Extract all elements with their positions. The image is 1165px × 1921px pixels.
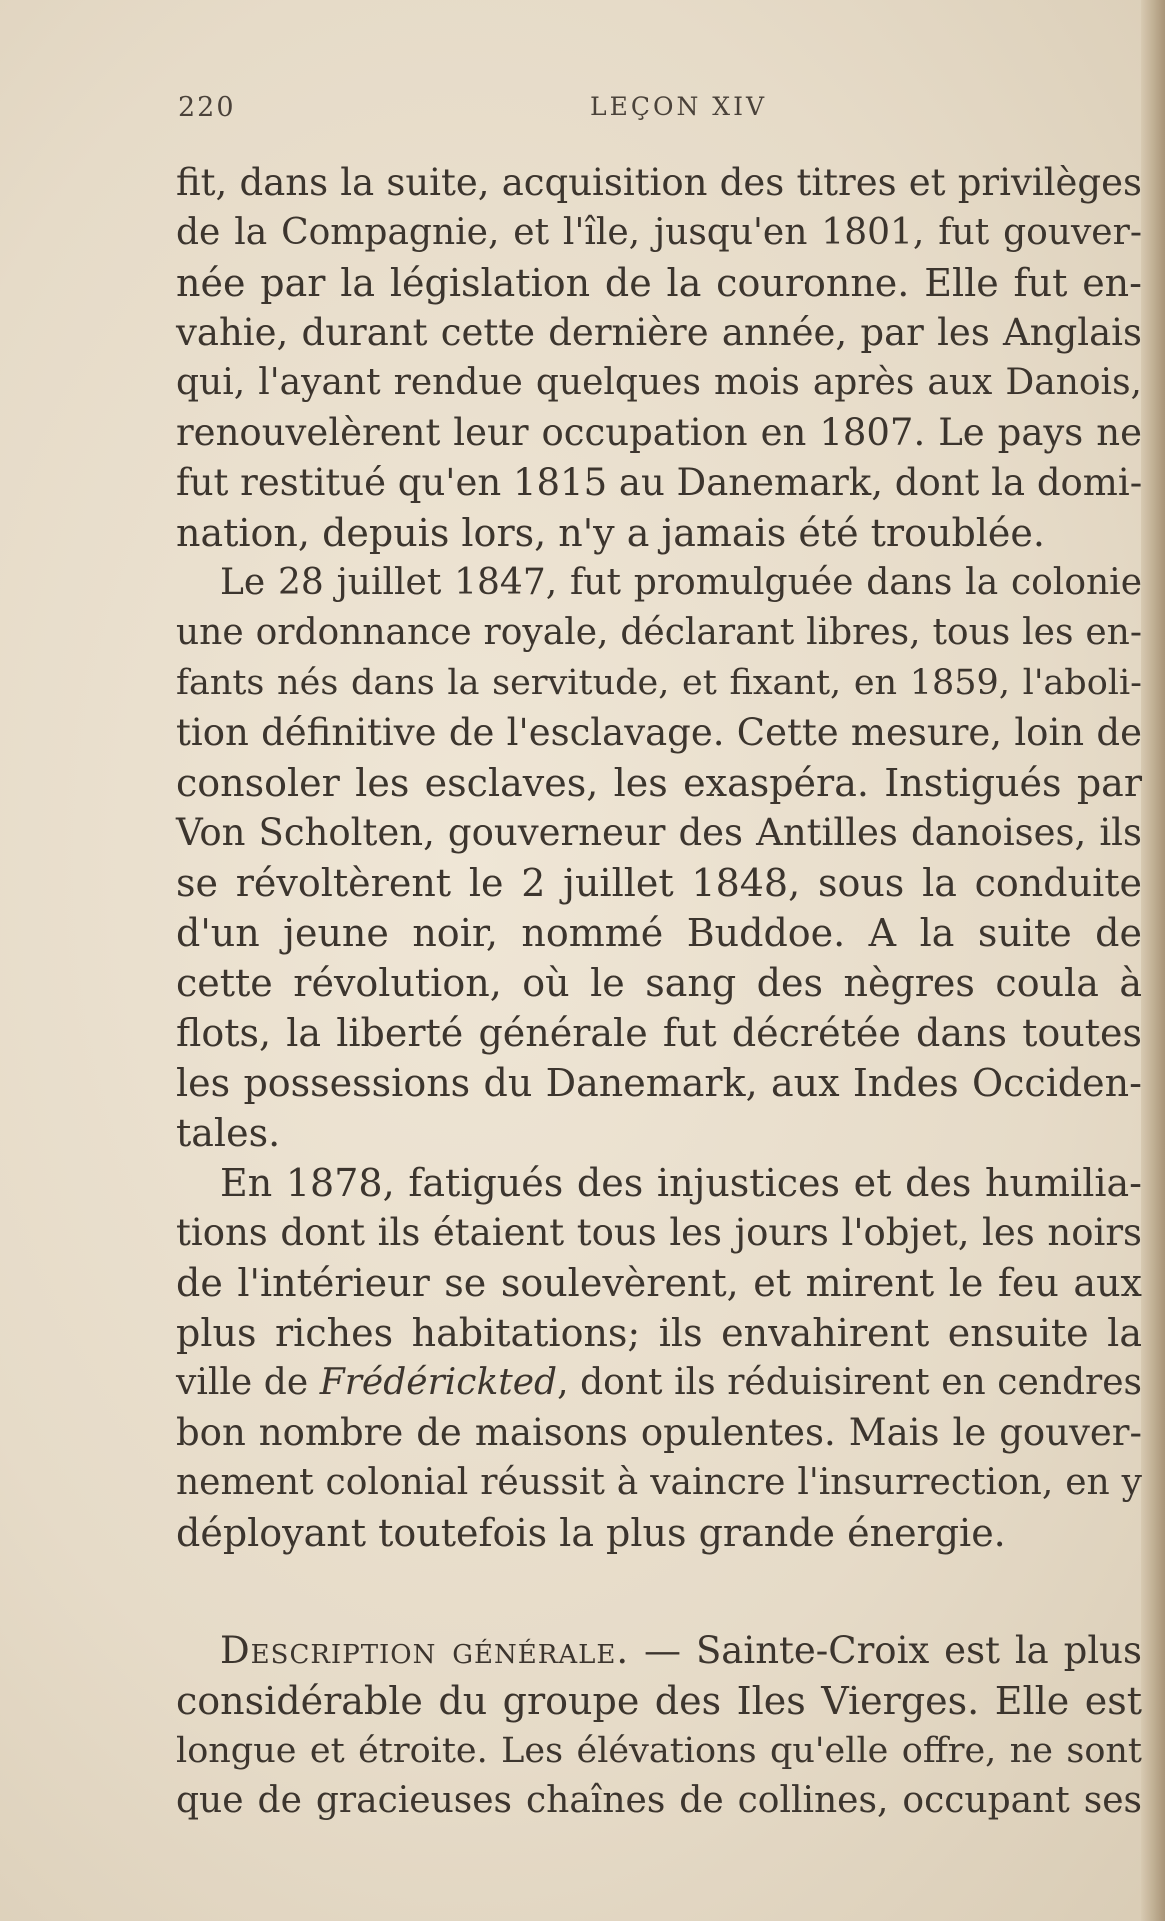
section-gap xyxy=(176,1558,1142,1626)
body-text xyxy=(176,158,1142,1826)
text-line: de la Compagnie, et l'île, jusqu'en 1801, fut gouver- xyxy=(176,212,1142,253)
text-line xyxy=(176,1626,1142,1676)
running-title: LEÇON XIV xyxy=(590,92,768,121)
text-line: cette révolution, où le sang des nègres coula à xyxy=(176,961,1142,1005)
text-run: , dont ils réduisirent en cendres xyxy=(557,1362,1142,1403)
text-line: flots, la liberté générale fut décrétée dans toutes xyxy=(176,1011,1142,1055)
page-edge xyxy=(1141,0,1165,1921)
text-line: renouvelèrent leur occupation en 1807. Le pays ne xyxy=(176,411,1142,454)
text-line: vahie, durant cette dernière année, par les Anglais xyxy=(176,311,1142,354)
text-line: fants nés dans la servitude, et fixant, en 1859, l'aboli- xyxy=(176,663,1142,703)
text-line: consoler les esclaves, les exaspéra. Instigués par xyxy=(176,761,1142,805)
text-line: nement colonial réussit à vaincre l'insurrection, en y xyxy=(176,1462,1142,1503)
text-line: tion définitive de l'esclavage. Cette mesure, loin de xyxy=(176,711,1142,754)
text-line: une ordonnance royale, déclarant libres, tous les en- xyxy=(176,612,1142,653)
page-number: 220 xyxy=(178,92,236,123)
text-line: de l'intérieur se soulevèrent, et mirent le feu aux xyxy=(176,1261,1142,1305)
text-line: qui, l'ayant rendue quelques mois après aux Danois, xyxy=(176,362,1142,403)
text-line: se révoltèrent le 2 juillet 1848, sous la conduite xyxy=(176,861,1142,905)
text-line xyxy=(176,1358,1142,1408)
text-run: ville de xyxy=(176,1362,320,1403)
text-line: fut restitué qu'en 1815 au Danemark, dont la domi- xyxy=(176,461,1143,504)
text-line: tales. xyxy=(176,1111,281,1155)
text-line: née par la législation de la couronne. Elle fut en- xyxy=(176,261,1142,305)
text-line: longue et étroite. Les élévations qu'elle offre, ne sont xyxy=(176,1731,1142,1771)
text-line: déployant toutefois la plus grande énergie. xyxy=(176,1511,1006,1555)
text-line: nation, depuis lors, n'y a jamais été troublée. xyxy=(176,511,1045,555)
page-header xyxy=(178,92,1058,132)
text-line: les possessions du Danemark, aux Indes Occiden- xyxy=(176,1061,1142,1105)
text-line: fit, dans la suite, acquisition des titres et privilèges xyxy=(176,161,1142,204)
text-line: Le 28 juillet 1847, fut promulguée dans la colonie xyxy=(220,562,1142,603)
text-line: En 1878, fatigués des injustices et des humilia- xyxy=(220,1161,1142,1205)
text-line: tions dont ils étaient tous les jours l'objet, les noirs xyxy=(176,1211,1142,1254)
text-line: d'un jeune noir, nommé Buddoe. A la suite de xyxy=(176,911,1142,955)
section-heading: Description générale. xyxy=(220,1629,630,1672)
text-line: plus riches habitations; ils envahirent ensuite la xyxy=(176,1311,1142,1355)
text-line: bon nombre de maisons opulentes. Mais le gouver- xyxy=(176,1411,1142,1454)
text-run: — Sainte-Croix est la plus xyxy=(629,1629,1142,1672)
text-line: Von Scholten, gouverneur des Antilles danoises, ils xyxy=(176,811,1142,854)
town-name: Frédérickted xyxy=(319,1362,558,1403)
text-line: que de gracieuses chaînes de collines, occupant ses xyxy=(176,1780,1142,1821)
text-line: considérable du groupe des Iles Vierges. Elle est xyxy=(176,1679,1142,1723)
